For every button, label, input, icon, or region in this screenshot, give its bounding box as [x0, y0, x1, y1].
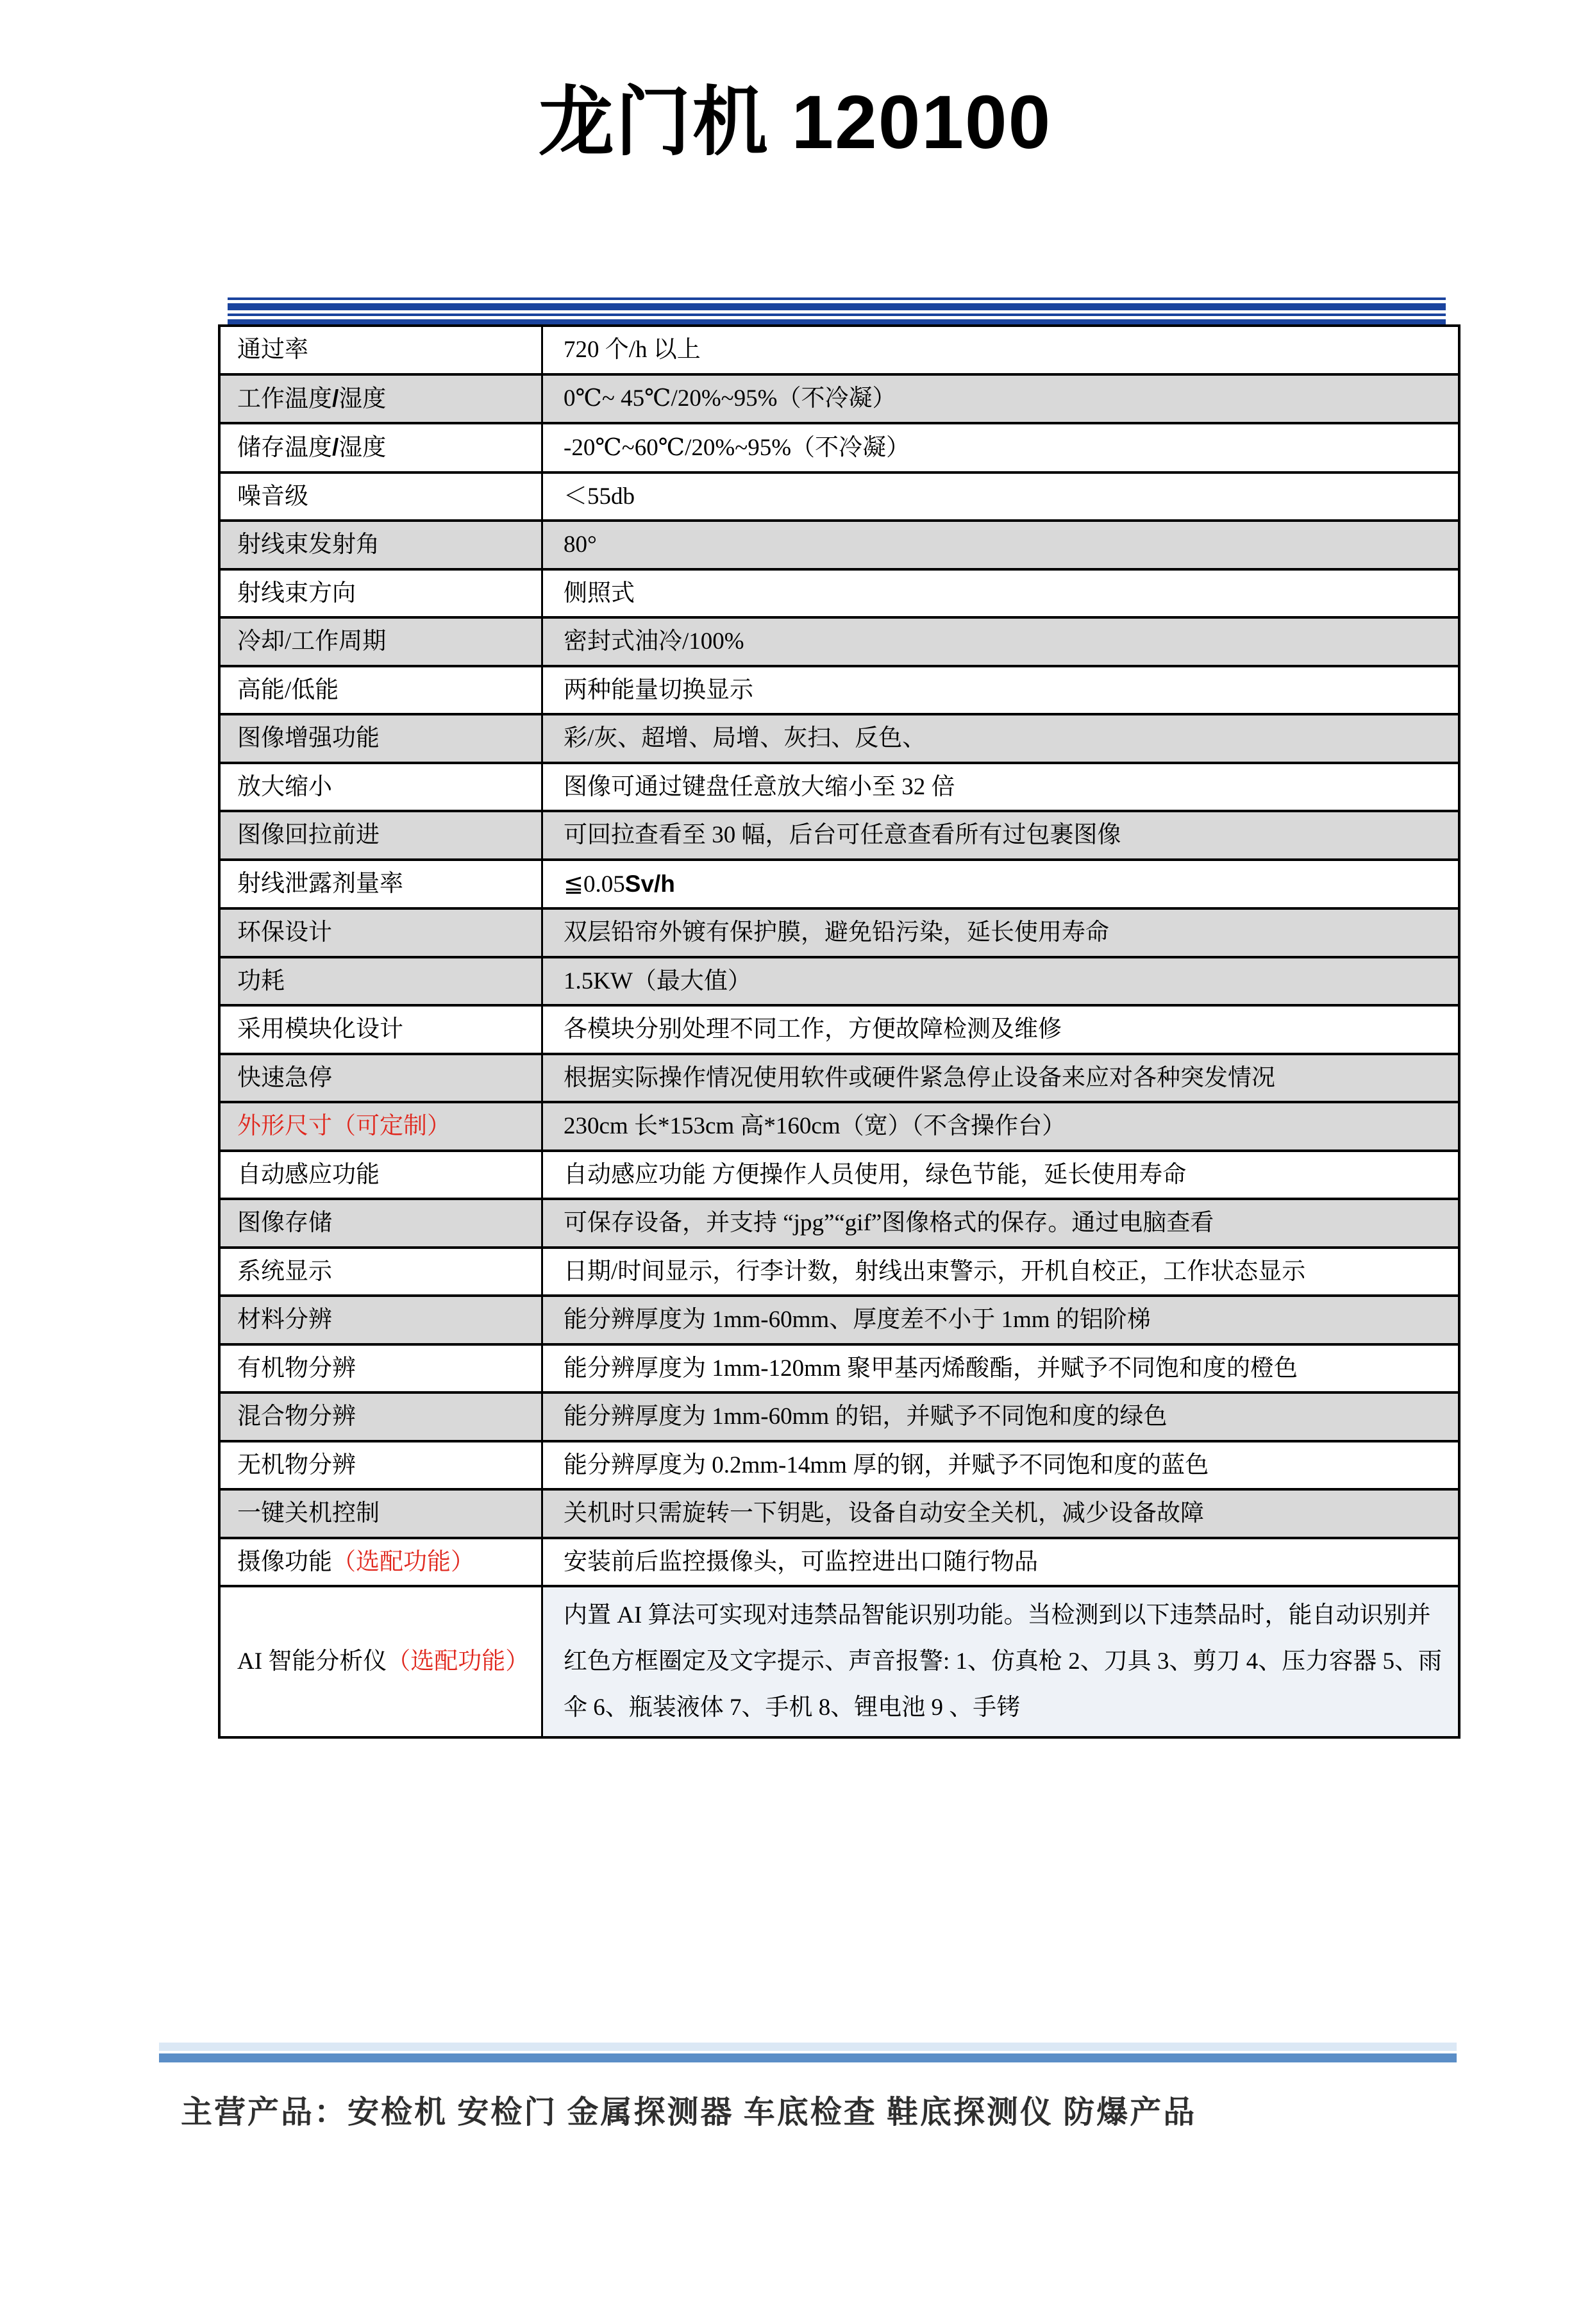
table-row — [221, 519, 1458, 568]
spec-label-cell — [221, 424, 543, 471]
spec-label-cell — [221, 1394, 543, 1440]
spec-label-cell — [221, 1539, 543, 1585]
spec-value — [564, 673, 1446, 708]
text-segment: 图像回拉前进 — [237, 822, 380, 848]
spec-value — [564, 1205, 1446, 1241]
text-segment: 图像存储 — [237, 1210, 332, 1236]
table-row — [221, 1585, 1458, 1736]
spec-value — [564, 1448, 1446, 1484]
spec-value-cell — [543, 764, 1458, 810]
table-row — [221, 1343, 1458, 1392]
text-segment: 一键关机控制 — [237, 1500, 380, 1526]
spec-value-cell — [543, 619, 1458, 665]
text-segment: 根据实际操作情况使用软件或硬件紧急停止设备来应对各种突发情况 — [564, 1064, 1275, 1091]
text-segment: 湿度 — [339, 385, 387, 412]
text-segment: 环保设计 — [237, 919, 332, 946]
spec-value — [564, 479, 1446, 515]
table-row — [221, 1198, 1458, 1246]
spec-value — [564, 527, 1446, 563]
spec-value-cell — [543, 474, 1458, 520]
spec-value — [564, 1544, 1446, 1580]
spec-label-cell — [221, 1297, 543, 1343]
divider-line-thick-1 — [228, 303, 1446, 310]
page-title: 龙门机 120100 — [538, 80, 1052, 165]
text-segment: 能分辨厚度为 0.2mm-14mm 厚的钢，并赋予不同饱和度的蓝色 — [564, 1451, 1209, 1478]
spec-label — [237, 673, 532, 708]
spec-label-cell — [221, 861, 543, 908]
text-segment: 日期/时间显示，行李计数，射线出束警示，开机自校正，工作状态显示 — [564, 1258, 1306, 1285]
table-row — [221, 1149, 1458, 1198]
spec-value-cell — [543, 1152, 1458, 1198]
table-row — [221, 327, 1458, 373]
table-row — [221, 616, 1458, 665]
spec-value-cell — [543, 667, 1458, 714]
spec-value — [564, 1593, 1446, 1731]
spec-label — [237, 381, 532, 417]
text-segment: 快速急停 — [237, 1064, 332, 1091]
text-segment: 系统显示 — [237, 1258, 332, 1285]
table-row — [221, 373, 1458, 422]
spec-value — [564, 769, 1446, 805]
spec-value-cell — [543, 1587, 1458, 1736]
text-segment: -20℃~60℃/20%~95%（不冷凝） — [564, 434, 910, 461]
spec-label — [237, 1060, 532, 1096]
text-segment: 射线束发射角 — [237, 531, 380, 558]
text-segment: 0℃~ 45℃/20%~95%（不冷凝） — [564, 385, 896, 412]
spec-label — [237, 479, 532, 515]
table-row — [221, 568, 1458, 617]
spec-value-cell — [543, 715, 1458, 762]
text-segment: 冷却/工作周期 — [237, 628, 387, 655]
spec-value — [564, 915, 1446, 951]
spec-value — [564, 721, 1446, 757]
spec-value — [564, 430, 1446, 466]
table-row — [221, 1294, 1458, 1343]
text-segment: 功耗 — [237, 967, 285, 994]
text-segment: 自动感应功能 方便操作人员使用，绿色节能，延长使用寿命 — [564, 1161, 1187, 1188]
spec-value — [564, 1108, 1446, 1144]
spec-label-cell — [221, 1346, 543, 1392]
spec-label — [237, 1012, 532, 1048]
spec-label-cell — [221, 1587, 543, 1736]
spec-value — [564, 1351, 1446, 1387]
text-segment: 射线泄露剂量率 — [237, 871, 403, 897]
title-divider-lines — [228, 297, 1446, 326]
table-row — [221, 762, 1458, 810]
table-row — [221, 956, 1458, 1005]
text-segment: 内置 AI 算法可实现对违禁品智能识别功能。当检测到以下违禁品时，能自动识别并红色方框圈定及文字提示、声音报警: 1、仿真枪 2、刀具 3、剪刀 4、压力容器 5、雨伞 6、瓶装液体 7、手机 8、锂电池 9 、手铐 — [564, 1602, 1443, 1721]
table-row — [221, 422, 1458, 471]
table-row — [221, 858, 1458, 908]
spec-label-cell — [221, 1491, 543, 1537]
text-segment: （选配功能） — [387, 1648, 530, 1675]
spec-label-cell — [221, 474, 543, 520]
text-segment: 通过率 — [237, 337, 308, 363]
spec-value — [564, 1254, 1446, 1290]
spec-label — [237, 624, 532, 660]
table-row — [221, 1246, 1458, 1295]
spec-value — [564, 381, 1446, 417]
spec-value — [564, 866, 1446, 903]
spec-label-cell — [221, 667, 543, 714]
spec-value-cell — [543, 1200, 1458, 1246]
spec-label-cell — [221, 958, 543, 1005]
text-segment: 双层铅帘外镀有保护膜，避免铅污染，延长使用寿命 — [564, 919, 1109, 946]
text-segment: 外形尺寸（可定制） — [237, 1113, 451, 1139]
table-row — [221, 471, 1458, 520]
spec-label-cell — [221, 571, 543, 617]
table-row — [221, 1053, 1458, 1101]
spec-label-cell — [221, 619, 543, 665]
spec-value-cell — [543, 812, 1458, 858]
text-segment: 能分辨厚度为 1mm-60mm 的铝，并赋予不同饱和度的绿色 — [564, 1403, 1167, 1430]
spec-value-cell — [543, 1055, 1458, 1101]
text-segment: Sv/h — [624, 870, 675, 897]
spec-value — [564, 964, 1446, 999]
spec-label-cell — [221, 910, 543, 956]
table-row — [221, 1440, 1458, 1489]
spec-label-cell — [221, 327, 543, 373]
text-segment: 两种能量切换显示 — [564, 676, 753, 703]
footer-line-light — [159, 2043, 1457, 2051]
spec-value-cell — [543, 1442, 1458, 1489]
text-segment: / — [332, 385, 339, 412]
text-segment: 噪音级 — [237, 483, 308, 510]
text-segment: 230cm 长*153cm 高*160cm（宽）（不含操作台） — [564, 1113, 1066, 1139]
text-segment: 可保存设备，并支持 “jpg”“gif”图像格式的保存。通过电脑查看 — [564, 1210, 1214, 1236]
table-row — [221, 907, 1458, 956]
text-segment: 图像可通过键盘任意放大缩小至 32 倍 — [564, 773, 955, 800]
text-segment: 能分辨厚度为 1mm-60mm、厚度差不小于 1mm 的铝阶梯 — [564, 1307, 1151, 1333]
spec-label-cell — [221, 1007, 543, 1053]
spec-value — [564, 1496, 1446, 1532]
spec-label — [237, 332, 532, 368]
text-segment: 720 个/h 以上 — [564, 337, 701, 363]
footer-main-products: 主营产品：安检机 安检门 金属探测器 车底检查 鞋底探测仪 防爆产品 — [181, 2094, 1197, 2130]
text-segment: 密封式油冷/100% — [564, 628, 744, 655]
footer-divider-lines — [159, 2043, 1457, 2062]
text-segment: 安装前后监控摄像头，可监控进出口随行物品 — [564, 1548, 1038, 1575]
spec-value-cell — [543, 522, 1458, 568]
spec-label — [237, 1644, 532, 1680]
divider-line-thin-2 — [228, 313, 1446, 316]
text-segment: 各模块分别处理不同工作，方便故障检测及维修 — [564, 1016, 1062, 1042]
spec-label-cell — [221, 522, 543, 568]
table-row — [221, 1004, 1458, 1053]
spec-label-cell — [221, 715, 543, 762]
spec-value — [564, 1399, 1446, 1435]
spec-value-cell — [543, 861, 1458, 908]
text-segment: 能分辨厚度为 1mm-120mm 聚甲基丙烯酸酯，并赋予不同饱和度的橙色 — [564, 1355, 1298, 1382]
spec-value — [564, 332, 1446, 368]
spec-label — [237, 576, 532, 612]
text-segment: 关机时只需旋转一下钥匙，设备自动安全关机，减少设备故障 — [564, 1500, 1204, 1526]
text-segment: 有机物分辨 — [237, 1355, 356, 1382]
spec-label — [237, 1351, 532, 1387]
spec-label — [237, 817, 532, 853]
spec-label — [237, 866, 532, 902]
table-row — [221, 1537, 1458, 1585]
spec-value-cell — [543, 571, 1458, 617]
spec-label — [237, 1496, 532, 1532]
spec-label — [237, 1399, 532, 1435]
spec-value-cell — [543, 1394, 1458, 1440]
spec-value-cell — [543, 1103, 1458, 1149]
spec-value-cell — [543, 327, 1458, 373]
spec-label — [237, 915, 532, 951]
spec-label-cell — [221, 812, 543, 858]
spec-label — [237, 1254, 532, 1290]
spec-value-cell — [543, 1491, 1458, 1537]
spec-label — [237, 1108, 532, 1144]
spec-label-cell — [221, 764, 543, 810]
spec-value — [564, 1157, 1446, 1193]
text-segment: 彩/灰、超增、局增、灰扫、反色、 — [564, 725, 926, 751]
spec-value-cell — [543, 1249, 1458, 1295]
spec-label — [237, 769, 532, 805]
text-segment: 摄像功能 — [237, 1548, 332, 1575]
text-segment: 湿度 — [339, 435, 387, 461]
spec-value-cell — [543, 1346, 1458, 1392]
text-segment: 高能/低能 — [237, 676, 339, 703]
table-row — [221, 665, 1458, 714]
spec-value-cell — [543, 1539, 1458, 1585]
spec-value — [564, 576, 1446, 612]
spec-table — [218, 324, 1460, 1739]
table-row — [221, 713, 1458, 762]
spec-label — [237, 527, 532, 563]
spec-label-cell — [221, 1103, 543, 1149]
text-segment: 射线束方向 — [237, 580, 356, 606]
text-segment: 侧照式 — [564, 580, 635, 606]
spec-value-cell — [543, 376, 1458, 422]
spec-value-cell — [543, 958, 1458, 1005]
text-segment: 自动感应功能 — [237, 1161, 380, 1188]
table-row — [221, 1101, 1458, 1149]
spec-value-cell — [543, 424, 1458, 471]
divider-line-thin-1 — [228, 297, 1446, 300]
text-segment: AI 智能分析仪 — [237, 1648, 387, 1675]
spec-value — [564, 817, 1446, 853]
spec-value — [564, 1012, 1446, 1048]
spec-label-cell — [221, 1055, 543, 1101]
text-segment: 混合物分辨 — [237, 1403, 356, 1430]
spec-label-cell — [221, 1200, 543, 1246]
spec-label — [237, 1302, 532, 1338]
spec-label — [237, 721, 532, 757]
text-segment: ≦0.05 — [564, 871, 625, 898]
spec-value-cell — [543, 1007, 1458, 1053]
footer-line-blue — [159, 2053, 1457, 2062]
text-segment: / — [332, 434, 339, 460]
text-segment: 采用模块化设计 — [237, 1016, 403, 1042]
text-segment: 放大缩小 — [237, 773, 332, 800]
text-segment: （选配功能） — [332, 1548, 474, 1575]
text-segment: 无机物分辨 — [237, 1451, 356, 1478]
spec-label-cell — [221, 1152, 543, 1198]
spec-label — [237, 1544, 532, 1580]
spec-value — [564, 1302, 1446, 1338]
text-segment: 1.5KW（最大值） — [564, 967, 751, 994]
spec-label — [237, 1157, 532, 1193]
spec-label-cell — [221, 1442, 543, 1489]
table-row — [221, 810, 1458, 858]
spec-label-cell — [221, 376, 543, 422]
table-row — [221, 1488, 1458, 1537]
text-segment: 80° — [564, 531, 597, 558]
text-segment: 材料分辨 — [237, 1307, 332, 1333]
spec-label — [237, 964, 532, 999]
spec-value-cell — [543, 1297, 1458, 1343]
spec-label-cell — [221, 1249, 543, 1295]
spec-label — [237, 430, 532, 466]
text-segment: 工作温度 — [237, 385, 332, 412]
text-segment: 可回拉查看至 30 幅，后台可任意查看所有过包裹图像 — [564, 822, 1121, 848]
table-row — [221, 1391, 1458, 1440]
text-segment: ＜55db — [564, 483, 635, 510]
spec-value-cell — [543, 910, 1458, 956]
spec-value — [564, 624, 1446, 660]
spec-label — [237, 1448, 532, 1484]
text-segment: 储存温度 — [237, 435, 332, 461]
spec-value — [564, 1060, 1446, 1096]
text-segment: 图像增强功能 — [237, 725, 380, 751]
spec-label — [237, 1205, 532, 1241]
